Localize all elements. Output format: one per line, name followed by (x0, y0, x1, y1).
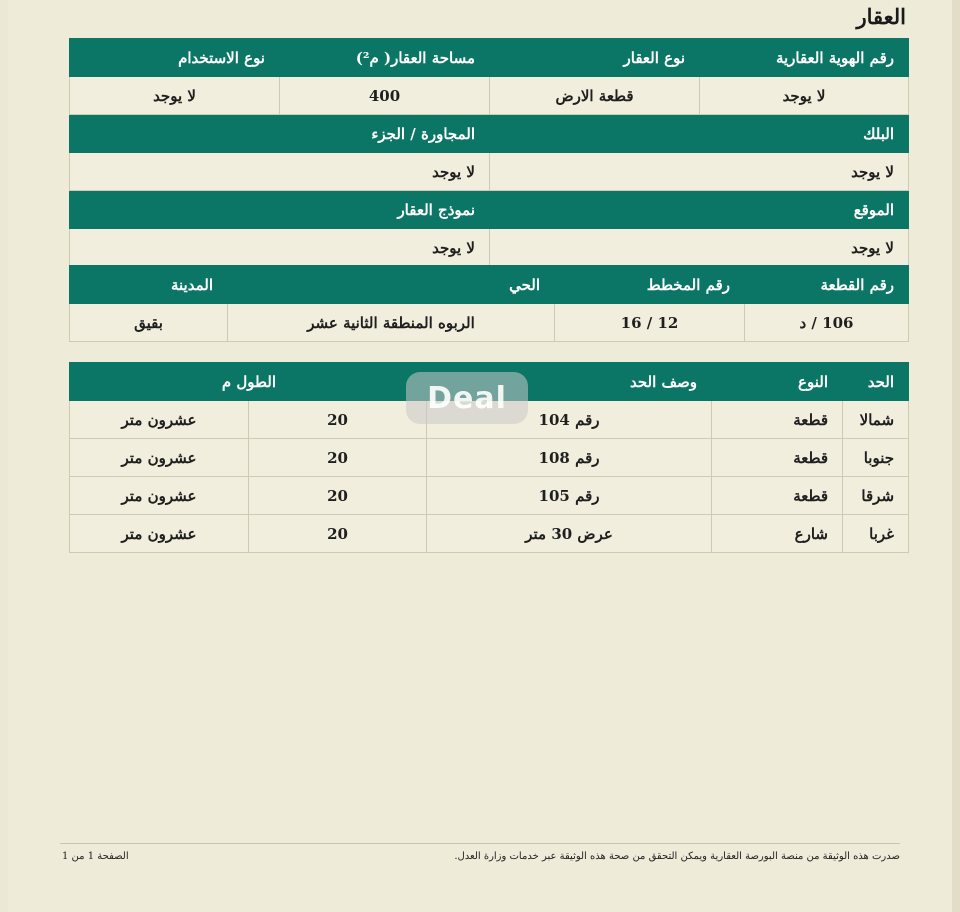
header-description: وصف الحد (427, 363, 712, 401)
header-property-area: مساحة العقار( م²) (280, 39, 490, 77)
value-property-id: لا يوجد (700, 77, 909, 115)
boundary-description: رقم 108 (427, 439, 712, 477)
value-property-area: 400 (280, 77, 490, 115)
header-property-id: رقم الهوية العقارية (700, 39, 909, 77)
property-header-row-2 (70, 115, 909, 153)
boundary-length: 20 (249, 401, 427, 439)
boundary-length-text: عشرون متر (70, 515, 249, 553)
boundary-side: شمالا (843, 401, 909, 439)
boundary-type: شارع (712, 515, 843, 553)
footer-note: صدرت هذه الوثيقة من منصة البورصة العقارية ويمكن التحقق من صحة هذه الوثيقة عبر خدمات وزارة العدل. (454, 851, 900, 862)
value-neighborhood-part: لا يوجد (70, 153, 490, 191)
plot-value-row (70, 304, 909, 342)
boundary-description: رقم 105 (427, 477, 712, 515)
boundary-length: 20 (249, 439, 427, 477)
header-neighborhood-part: المجاورة / الجزء (70, 115, 490, 153)
boundary-type: قطعة (712, 439, 843, 477)
header-location: الموقع (490, 191, 909, 229)
value-usage-type: لا يوجد (70, 77, 280, 115)
header-side: الحد (843, 363, 909, 401)
header-block: البلك (490, 115, 909, 153)
value-district: الربوه المنطقة الثانية عشر (228, 304, 555, 342)
header-scheme-number: رقم المخطط (555, 266, 745, 304)
boundary-side: شرقا (843, 477, 909, 515)
property-header-row-3 (70, 191, 909, 229)
property-value-row-2 (70, 153, 909, 191)
boundary-type: قطعة (712, 477, 843, 515)
boundary-length: 20 (249, 477, 427, 515)
value-city: بقيق (70, 304, 228, 342)
plot-table (69, 265, 909, 342)
plot-header-row (70, 266, 909, 304)
header-property-type: نوع العقار (490, 39, 700, 77)
table-row (70, 515, 909, 553)
value-location: لا يوجد (490, 229, 909, 267)
header-city: المدينة (70, 266, 228, 304)
property-header-row-1 (70, 39, 909, 77)
property-value-row-3 (70, 229, 909, 267)
header-plot-number: رقم القطعة (745, 266, 909, 304)
page-number: الصفحة 1 من 1 (62, 851, 129, 862)
boundary-length-text: عشرون متر (70, 477, 249, 515)
section-title: العقار (856, 4, 906, 29)
boundary-description: رقم 104 (427, 401, 712, 439)
header-usage-type: نوع الاستخدام (70, 39, 280, 77)
boundary-length: 20 (249, 515, 427, 553)
property-value-row-1 (70, 77, 909, 115)
page-edge (952, 0, 960, 912)
table-row (70, 477, 909, 515)
value-plot-number: 106 / د (745, 304, 909, 342)
value-property-model: لا يوجد (70, 229, 490, 267)
table-row (70, 439, 909, 477)
boundary-type: قطعة (712, 401, 843, 439)
header-type: النوع (712, 363, 843, 401)
boundary-side: جنوبا (843, 439, 909, 477)
header-length: الطول م (70, 363, 427, 401)
boundary-length-text: عشرون متر (70, 401, 249, 439)
header-property-model: نموذج العقار (70, 191, 490, 229)
boundary-description: عرض 30 متر (427, 515, 712, 553)
footer-divider (60, 843, 900, 844)
document-page (8, 0, 952, 912)
watermark-logo: Deal (406, 372, 528, 424)
boundary-length-text: عشرون متر (70, 439, 249, 477)
header-district: الحي (228, 266, 555, 304)
boundary-side: غربا (843, 515, 909, 553)
value-scheme-number: 12 / 16 (555, 304, 745, 342)
value-property-type: قطعة الارض (490, 77, 700, 115)
value-block: لا يوجد (490, 153, 909, 191)
property-table (69, 38, 909, 267)
